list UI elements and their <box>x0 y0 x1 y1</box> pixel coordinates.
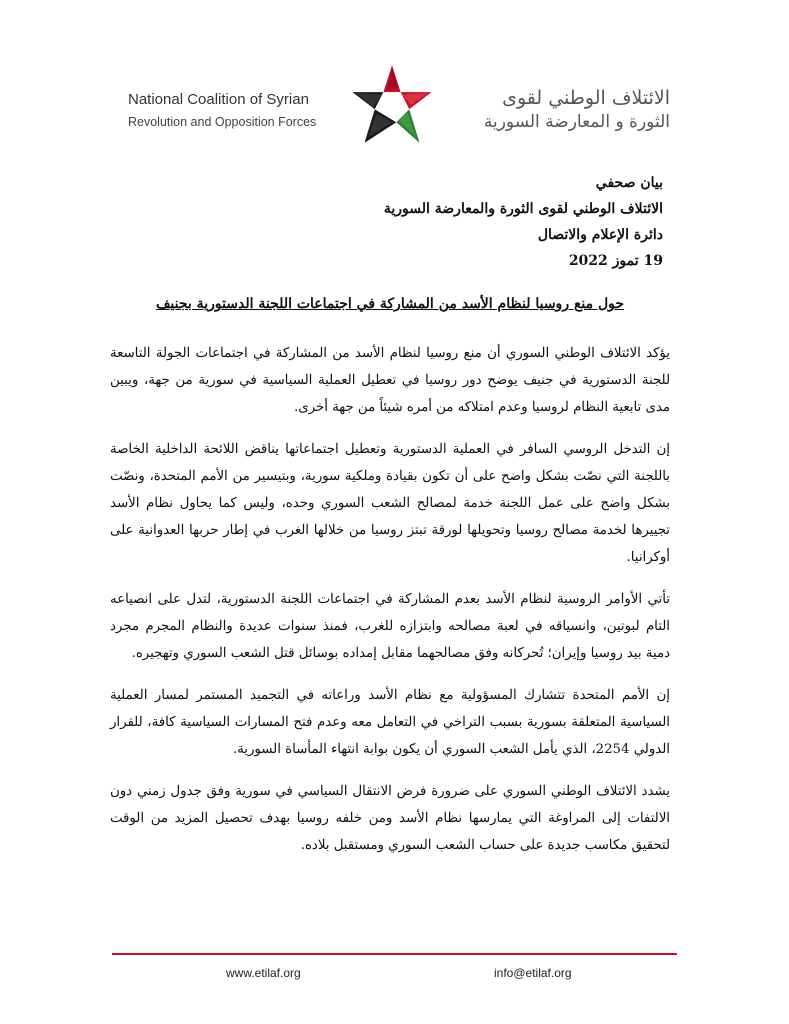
arabic-org-name-line1: الائتلاف الوطني لقوى <box>502 87 670 109</box>
document-body <box>110 340 670 874</box>
release-dept: دائرة الإعلام والاتصال <box>537 227 663 243</box>
letterhead <box>0 0 789 150</box>
paragraph: إن الأمم المتحدة تتشارك المسؤولية مع نظام الأسد وراعاته في التجميد المستمر لمسار العملية السياسية المتعلقة بسورية بسبب التراخي في التعامل معه وعدم فتح المسارات السياسية كافة، للقرار الدولي 2254، الذي يأمل الشعب السوري أن يكون بوابة انتهاء المأساة السورية. <box>110 688 670 757</box>
paragraph: إن التدخل الروسي السافر في العملية الدستورية وتعطيل اجتماعاتها يناقض اللائحة الداخلية الخاصة باللجنة التي نصّت بشكل واضح على أن تكون بقيادة وملكية سورية، وبتيسير من الأمم المتحدة، ونصّت بشكل واضح على عمل اللجنة خدمة لمصالح الشعب السوري وحده، وليس كما يحاول نظام الأسد تجييرها لخدمة مصالح روسيا وتحويلها لورقة تبتز روسيا من خلالها الغرب في إطار حربها العدوانية على أوكرانيا. <box>110 442 670 565</box>
footer-email-link[interactable]: info@etilaf.org <box>494 966 572 980</box>
release-meta <box>243 170 663 274</box>
arabic-org-name <box>440 86 670 134</box>
paragraph: تأتي الأوامر الروسية لنظام الأسد بعدم المشاركة في اجتماعات اللجنة الدستورية، لتدل على انصياعه التام لبوتين، وانسياقه في لعبة مصالحه وابتزازه للغرب، فمنذ سنوات عديدة والنظام المجرم مجرد دمية بيد روسيا وإيران؛ تُحركانه وفق مصالحهما مقابل إمداده بوسائل قتل الشعب السوري وتهجيره. <box>110 592 670 661</box>
paragraph: يشدد الائتلاف الوطني السوري على ضرورة فرض الانتقال السياسي في سورية وفق جدول زمني دون الالتفات إلى المراوغة التي يمارسها نظام الأسد ومن خلفه روسيا بهدف تحصيل المزيد من الوقت لتحقيق مكاسب جديدة على حساب الشعب السوري ومستقبل بلاده. <box>110 784 670 853</box>
footer-website-link[interactable]: www.etilaf.org <box>226 966 301 980</box>
document-title: حول منع روسيا لنظام الأسد من المشاركة في اجتماعات اللجنة الدستورية بجنيف <box>155 296 625 312</box>
english-org-name-line1: National Coalition of Syrian <box>128 91 309 108</box>
english-org-name-line2: Revolution and Opposition Forces <box>128 115 317 129</box>
footer-divider <box>112 953 677 955</box>
english-org-name <box>128 90 348 132</box>
release-date: 19 تموز 2022 <box>568 253 663 269</box>
release-org: الائتلاف الوطني لقوى الثورة والمعارضة السورية <box>383 201 663 217</box>
star-logo-icon <box>349 62 435 148</box>
release-label: بيان صحفي <box>595 175 663 191</box>
paragraph: يؤكد الائتلاف الوطني السوري أن منع روسيا لنظام الأسد من المشاركة في اجتماعات الجولة التاسعة للجنة الدستورية في جنيف يوضح دور روسيا في تعطيل العملية السياسية في سورية من جهة، ويبين مدى تابعية النظام لروسيا وعدم امتلاكه من أمره شيئاً من جهة أخرى. <box>110 346 670 415</box>
arabic-org-name-line2: الثورة و المعارضة السورية <box>483 112 670 132</box>
